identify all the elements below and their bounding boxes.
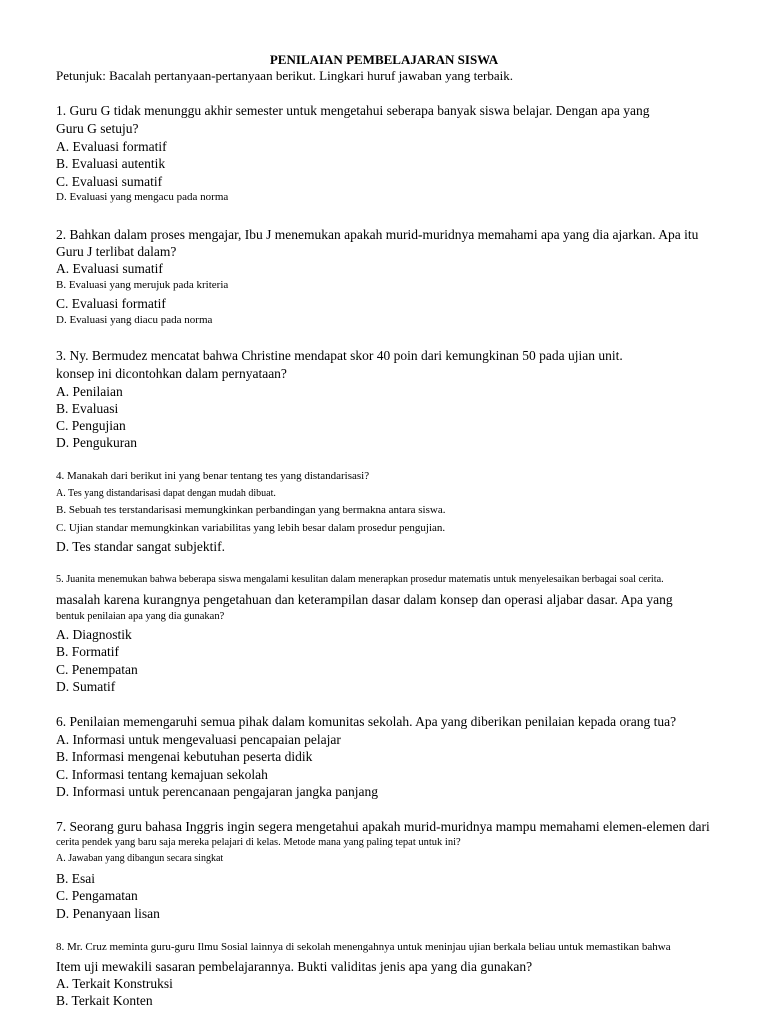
question-1-option: D. Evaluasi yang mengacu pada norma — [56, 191, 229, 203]
question-3-option: B. Evaluasi — [56, 401, 119, 416]
question-1-option: C. Evaluasi sumatif — [56, 174, 163, 189]
question-2-option: B. Evaluasi yang merujuk pada kriteria — [56, 279, 229, 291]
question-8-option: A. Terkait Konstruksi — [56, 976, 173, 991]
question-5-option: B. Formatif — [56, 644, 119, 659]
instructions: Petunjuk: Bacalah pertanyaan-pertanyaan berikut. Lingkari huruf jawaban yang terbaik. — [56, 68, 513, 83]
question-3-text: konsep ini dicontohkan dalam pernyataan? — [56, 366, 287, 381]
question-2-text: Guru J terlibat dalam? — [56, 244, 177, 259]
question-6-option: A. Informasi untuk mengevaluasi pencapaian pelajar — [56, 732, 341, 747]
question-7-option: D. Penanyaan lisan — [56, 906, 160, 921]
question-8-option: B. Terkait Konten — [56, 993, 153, 1008]
question-7-option: B. Esai — [56, 871, 95, 886]
question-7-text: cerita pendek yang baru saja mereka pelajari di kelas. Metode mana yang paling tepat untuk ini? — [56, 837, 461, 848]
page-title: PENILAIAN PEMBELAJARAN SISWA — [269, 52, 499, 67]
question-6-option: C. Informasi tentang kemajuan sekolah — [56, 767, 268, 782]
question-1-text: 1. Guru G tidak menunggu akhir semester untuk mengetahui seberapa banyak siswa belajar. Dengan apa yang — [56, 103, 650, 118]
question-7-text: 7. Seorang guru bahasa Inggris ingin segera mengetahui apakah murid-muridnya mampu memahami elemen-elemen dari — [56, 819, 710, 834]
question-5-text: masalah karena kurangnya pengetahuan dan keterampilan dasar dalam konsep dan operasi aljabar dasar. Apa yang — [56, 592, 673, 607]
question-5-text: 5. Juanita menemukan bahwa beberapa siswa mengalami kesulitan dalam menerapkan prosedur matematis untuk menyelesaikan berbagai soal cerita. — [56, 574, 664, 585]
question-7-option: A. Jawaban yang dibangun secara singkat — [56, 853, 224, 864]
question-1-text: Guru G setuju? — [56, 121, 139, 136]
question-2-option: C. Evaluasi formatif — [56, 296, 166, 311]
question-8-text: 8. Mr. Cruz meminta guru-guru Ilmu Sosial lainnya di sekolah menengahnya untuk meninjau ujian berkala beliau untuk memastikan bahwa — [56, 941, 671, 953]
question-1-option: A. Evaluasi formatif — [56, 139, 167, 154]
question-5-option: A. Diagnostik — [56, 627, 132, 642]
question-4-option: B. Sebuah tes terstandarisasi memungkinkan perbandingan yang bermakna antara siswa. — [56, 504, 446, 516]
question-4-option: A. Tes yang distandarisasi dapat dengan mudah dibuat. — [56, 488, 276, 499]
question-4-option: D. Tes standar sangat subjektif. — [56, 539, 226, 554]
question-2-option: A. Evaluasi sumatif — [56, 261, 163, 276]
question-1-option: B. Evaluasi autentik — [56, 156, 166, 171]
question-7-option: C. Pengamatan — [56, 888, 138, 903]
question-2-option: D. Evaluasi yang diacu pada norma — [56, 314, 213, 326]
question-5-option: D. Sumatif — [56, 679, 116, 694]
question-6-option: B. Informasi mengenai kebutuhan peserta didik — [56, 749, 313, 764]
question-3-option: D. Pengukuran — [56, 435, 137, 450]
question-2-text: 2. Bahkan dalam proses mengajar, Ibu J menemukan apakah murid-muridnya memahami apa yang dia ajarkan. Apa itu — [56, 227, 699, 242]
question-4-option: C. Ujian standar memungkinkan variabilitas yang lebih besar dalam prosedur pengujian. — [56, 522, 446, 534]
question-5-text: bentuk penilaian apa yang dia gunakan? — [56, 611, 225, 622]
question-3-text: 3. Ny. Bermudez mencatat bahwa Christine mendapat skor 40 poin dari kemungkinan 50 pada ujian unit. — [56, 348, 623, 363]
question-5-option: C. Penempatan — [56, 662, 138, 677]
question-8-text: Item uji mewakili sasaran pembelajarannya. Bukti validitas jenis apa yang dia gunakan? — [56, 959, 533, 974]
question-3-option: C. Pengujian — [56, 418, 126, 433]
question-6-text: 6. Penilaian memengaruhi semua pihak dalam komunitas sekolah. Apa yang diberikan penilaian kepada orang tua? — [56, 714, 677, 729]
question-4-text: 4. Manakah dari berikut ini yang benar tentang tes yang distandarisasi? — [56, 470, 370, 482]
question-6-option: D. Informasi untuk perencanaan pengajaran jangka panjang — [56, 784, 378, 799]
question-3-option: A. Penilaian — [56, 384, 123, 399]
